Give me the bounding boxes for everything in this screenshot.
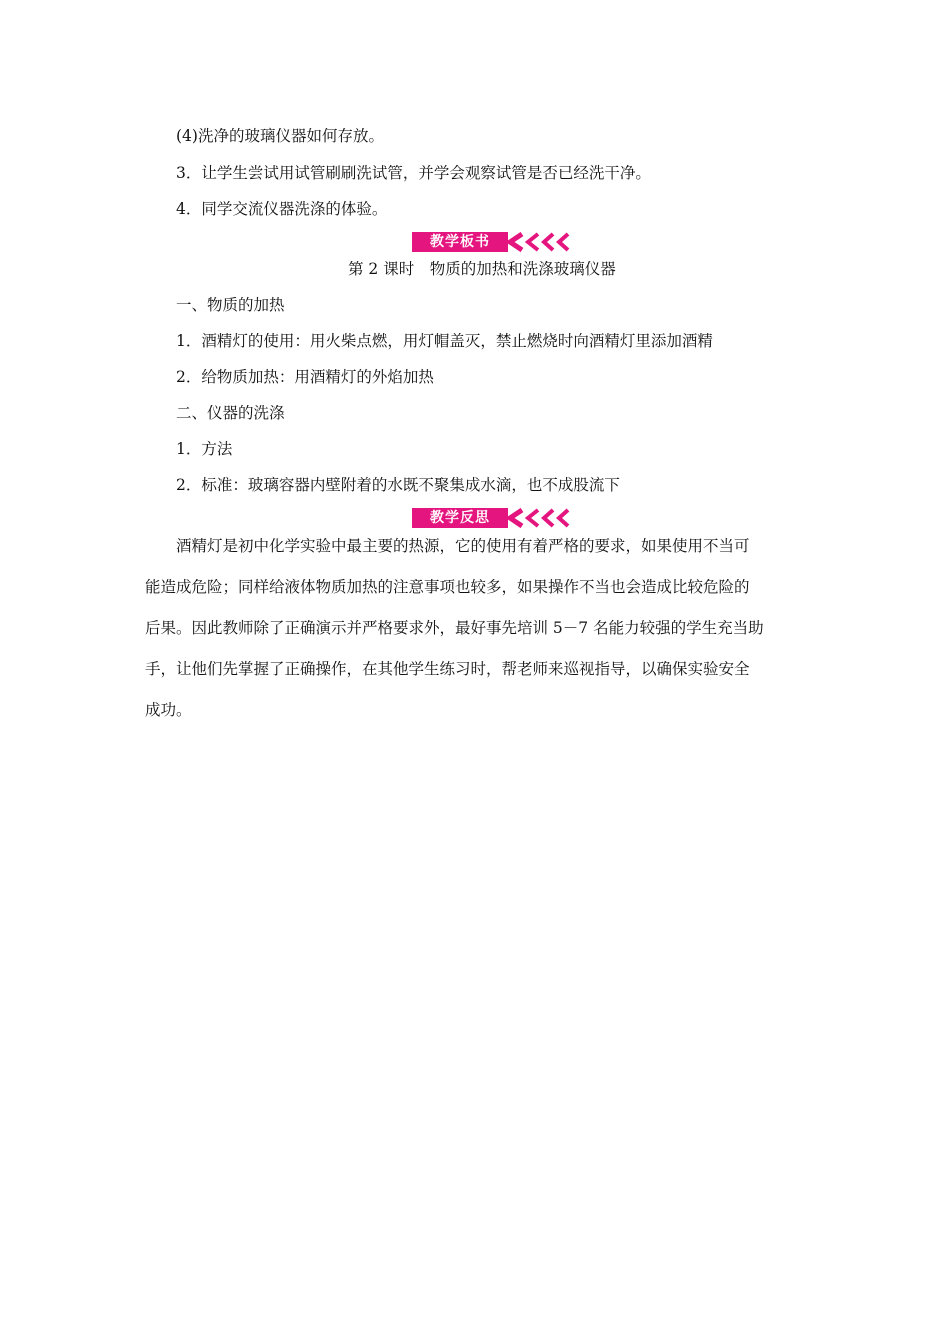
text-line-1: (4)洗净的玻璃仪器如何存放。 [176,127,384,145]
reflection-line-5: 成功。 [145,701,192,719]
board-item-3: 1．方法 [176,440,233,458]
reflection-line-1: 酒精灯是初中化学实验中最主要的热源，它的使用有着严格的要求，如果使用不当可 [176,537,750,555]
board-heading-2: 二、仪器的洗涤 [176,404,285,422]
board-title: 第 2 课时 物质的加热和洗涤玻璃仪器 [348,260,616,278]
banner-label: 教学板书 [412,232,508,252]
board-heading-1: 一、物质的加热 [176,296,285,314]
banner-label: 教学反思 [412,508,508,528]
board-item-2: 2．给物质加热：用酒精灯的外焰加热 [176,368,434,386]
text-line-2: 3．让学生尝试用试管刷刷洗试管，并学会观察试管是否已经洗干净。 [176,164,651,182]
reflection-line-4: 手，让他们先掌握了正确操作，在其他学生练习时，帮老师来巡视指导，以确保实验安全 [145,660,750,678]
reflection-line-3: 后果。因此教师除了正确演示并严格要求外，最好事先培训 5－7 名能力较强的学生充当助 [145,619,764,637]
board-item-4: 2．标准：玻璃容器内壁附着的水既不聚集成水滴，也不成股流下 [176,476,620,494]
chevrons-left-icon [508,232,578,254]
text-line-3: 4．同学交流仪器洗涤的体验。 [176,200,388,218]
reflection-line-2: 能造成危险；同样给液体物质加热的注意事项也较多，如果操作不当也会造成比较危险的 [145,578,750,596]
board-item-1: 1．酒精灯的使用：用火柴点燃，用灯帽盖灭，禁止燃烧时向酒精灯里添加酒精 [176,332,713,350]
chevrons-left-icon [508,508,578,530]
